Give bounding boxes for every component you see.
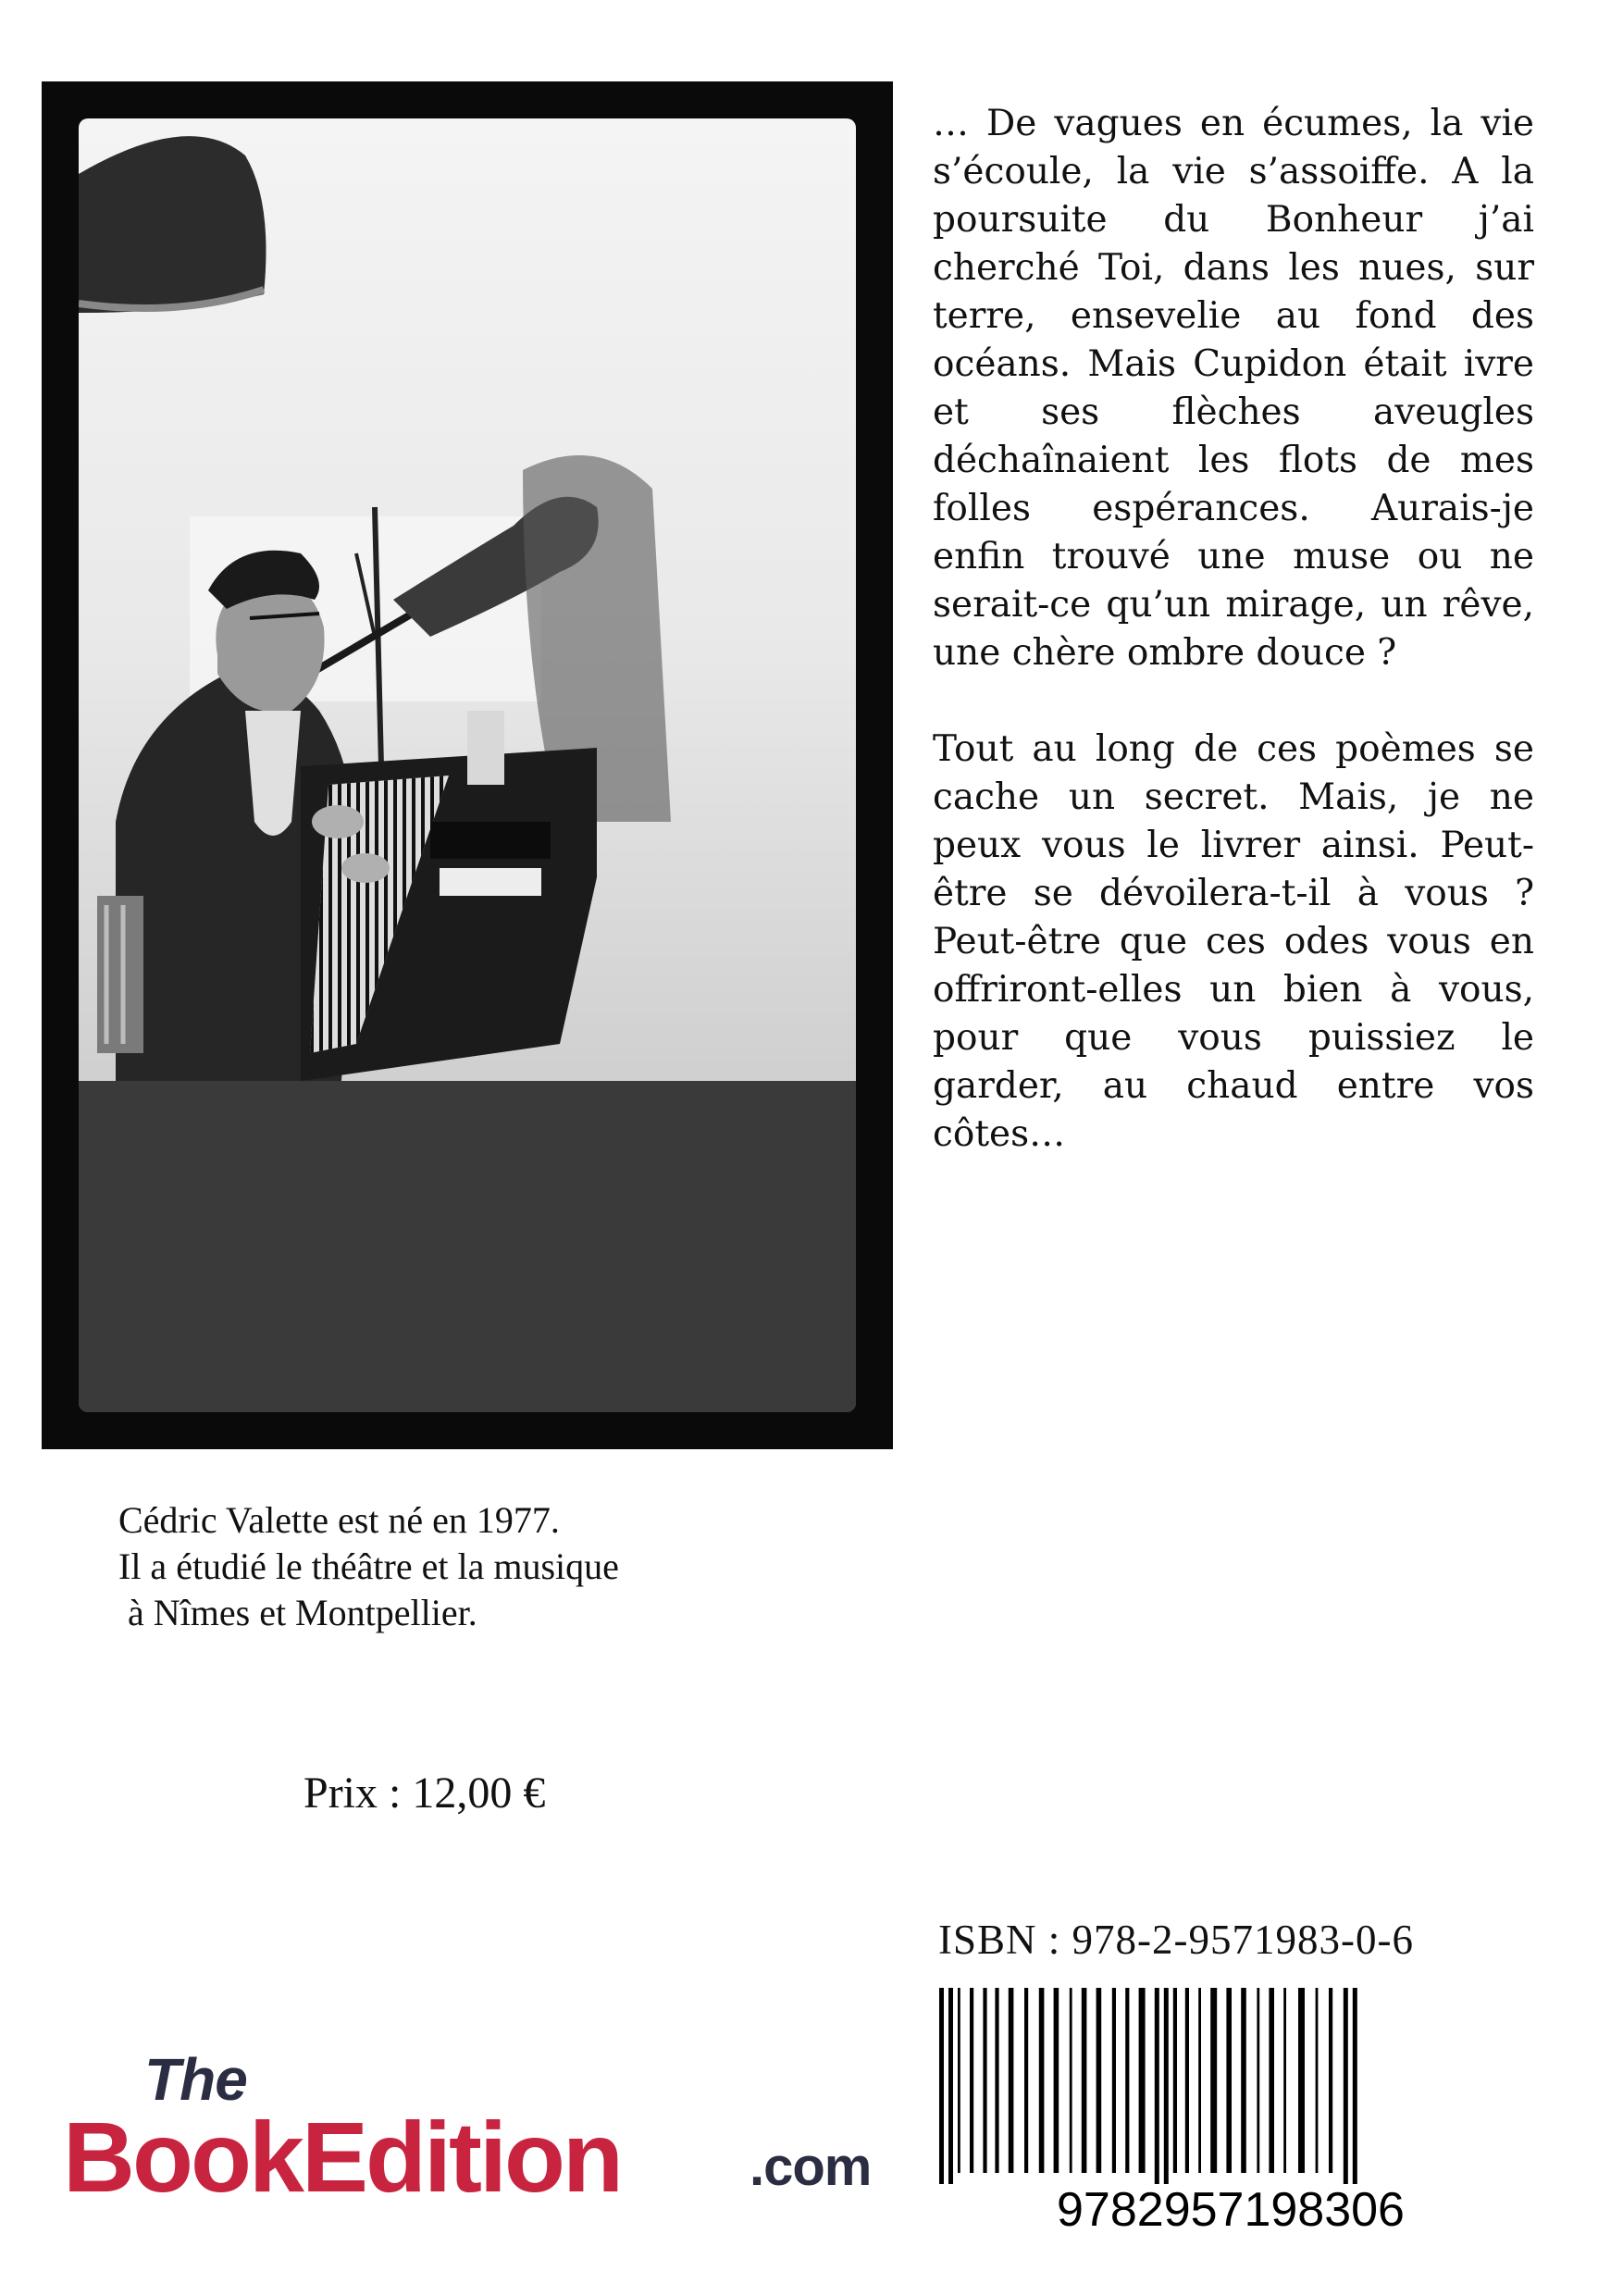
logo-brand: BookEdition <box>63 2101 621 2213</box>
barcode-bar <box>995 1988 998 2173</box>
barcode-bar <box>1125 1988 1129 2173</box>
barcode-bar <box>1226 1988 1232 2173</box>
barcode-bar <box>1112 1988 1116 2173</box>
barcode-bar <box>1009 1988 1014 2173</box>
logo-domain: .com <box>750 2137 872 2197</box>
back-cover-blurb <box>933 100 1534 1207</box>
barcode-bar <box>939 1988 944 2187</box>
barcode-bar <box>1269 1988 1274 2173</box>
barcode-bar <box>1024 1988 1028 2173</box>
barcode <box>930 1988 1531 2237</box>
barcode-bar <box>970 1988 973 2173</box>
pianist-photo-illustration <box>79 118 856 1412</box>
barcode-bar <box>1082 1988 1087 2173</box>
bio-line: Il a étudié le théâtre et la musique <box>118 1545 619 1587</box>
barcode-bar <box>1210 1988 1217 2173</box>
barcode-bar <box>1039 1988 1045 2173</box>
bio-line: à Nîmes et Montpellier. <box>118 1592 477 1633</box>
barcode-bar <box>983 1988 986 2173</box>
barcode-bar <box>948 1988 953 2187</box>
barcode-bar <box>1070 1988 1072 2173</box>
barcode-bar <box>1155 1988 1159 2187</box>
barcode-bar <box>1096 1988 1102 2173</box>
barcode-bar <box>1198 1988 1201 2173</box>
barcode-bar <box>1173 1988 1177 2173</box>
barcode-bar <box>1257 1988 1259 2173</box>
barcode-bar <box>1185 1988 1189 2173</box>
author-photo-frame <box>42 81 893 1449</box>
price-label: Prix : 12,00 € <box>304 1769 546 1818</box>
barcode-bar <box>958 1988 960 2173</box>
bio-line: Cédric Valette est né en 1977. <box>118 1499 560 1541</box>
author-photo <box>79 118 856 1412</box>
barcode-bar <box>1283 1988 1286 2173</box>
isbn-label: ISBN : 978-2-9571983-0-6 <box>938 1917 1414 1963</box>
logo-the: The <box>144 2046 247 2113</box>
barcode-bar <box>1298 1988 1305 2173</box>
blurb-paragraph: Tout au long de ces poèmes se cache un secret. Mais, je ne peux vous le livrer ainsi. Peut-être se dévoilera-t-il à vous ? Peut-être que ces odes vous en offriront-elles un bien à vous, pour que vous puissiez le garder, au chaud entre vos côtes… <box>933 728 1534 1155</box>
barcode-bar <box>1329 1988 1332 2173</box>
barcode-bar <box>1241 1988 1246 2173</box>
barcode-bar <box>1316 1988 1319 2173</box>
author-bio <box>118 1497 859 1636</box>
barcode-bar <box>1353 1988 1357 2187</box>
blurb-paragraph: … De vagues en écumes, la vie s’écoule, la vie s’assoiffe. A la poursuite du Bonheur j’ai cherché Toi, dans les nues, sur terre, ensevelie au fond des océans. Mais Cupidon était ivre et ses flèches aveugles déchaînaient les flots de mes folles espérances. Aurais-je enfin trouvé une muse ou ne serait-ce qu’un mirage, un rêve, une chère ombre douce ? <box>933 103 1534 674</box>
barcode-bar <box>1344 1988 1348 2187</box>
barcode-bar <box>1054 1988 1059 2173</box>
thebookedition-logo <box>63 2045 896 2212</box>
barcode-bar <box>1164 1988 1169 2187</box>
barcode-bar <box>1139 1988 1146 2173</box>
barcode-bars <box>930 1988 1531 2187</box>
barcode-number: 9782957198306 <box>930 2184 1531 2236</box>
